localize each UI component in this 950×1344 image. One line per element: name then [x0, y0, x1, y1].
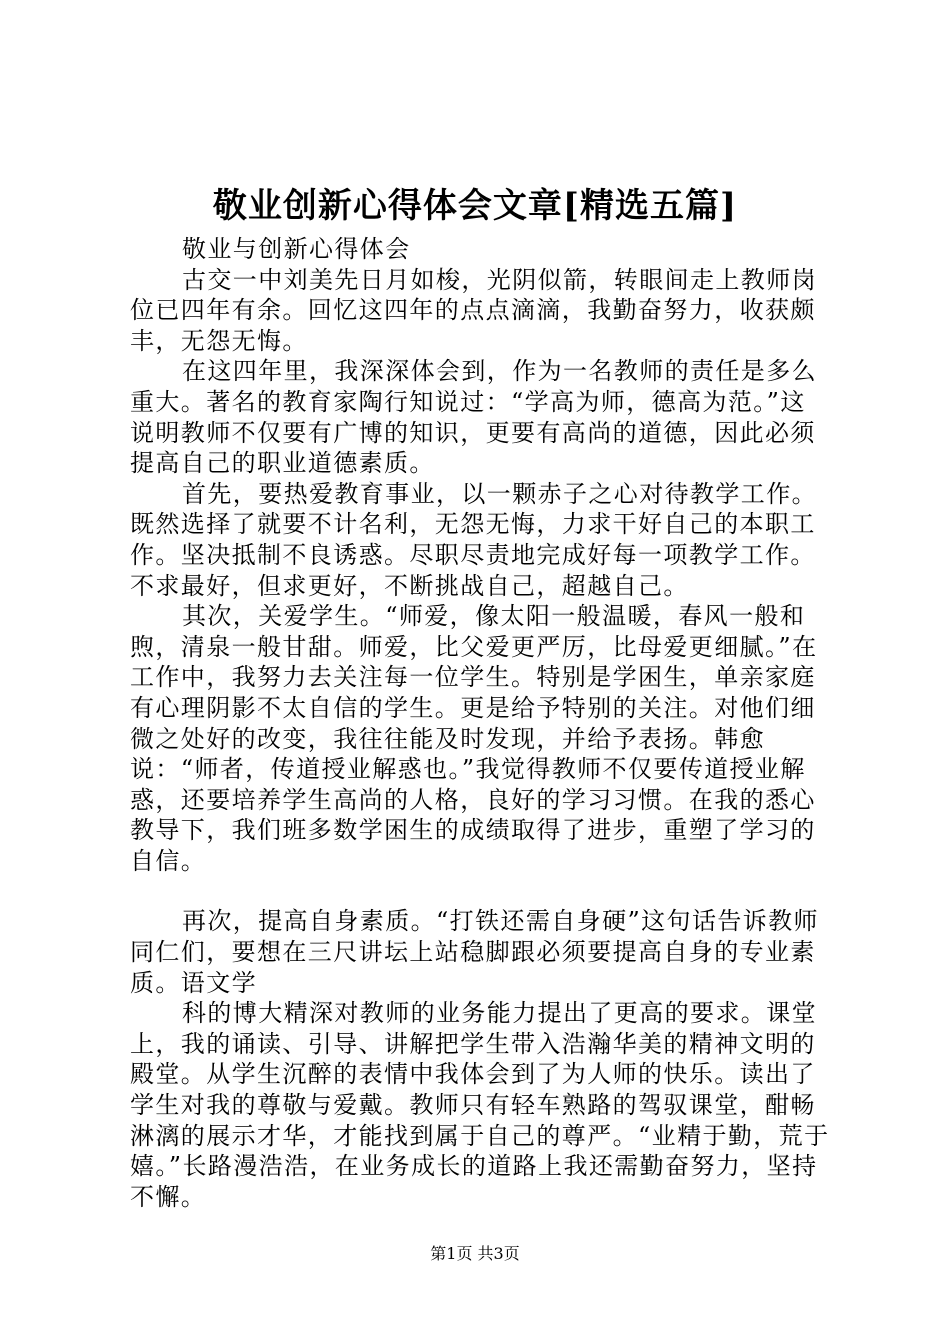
paragraph: 科的博大精深对教师的业务能力提出了更高的要求。课堂上，我的诵读、引导、讲解把学生带入浩瀚华美的精神文明的殿堂。从学生沉醉的表情中我体会到了为人师的快乐。读出了学生对我的尊敬与爱戴。教师只有轻车熟路的驾驭课堂，酣畅淋漓的展示才华，才能找到属于自己的尊严。“业精于勤，荒于嬉。”长路漫浩浩，在业务成长的道路上我还需勤奋努力，坚持不懈。 — [130, 999, 830, 1211]
document-title: 敬业创新心得体会文章[精选五篇] — [212, 186, 738, 226]
paragraph: 在这四年里，我深深体会到，作为一名教师的责任是多么重大。著名的教育家陶行知说过：“学高为师，德高为范。”这说明教师不仅要有广博的知识，更要有高尚的道德，因此必须提高自己的职业道德素质。 — [130, 357, 817, 478]
document-body — [130, 234, 830, 1212]
paragraph: 再次，提高自身素质。“打铁还需自身硬”这句话告诉教师同仁们，要想在三尺讲坛上站稳脚跟必须要提高自身的专业素质。语文学 — [130, 907, 819, 997]
paragraph: 古交一中刘美先日月如梭，光阴似箭，转眼间走上教师岗位已四年有余。回忆这四年的点点滴滴，我勤奋努力，收获颇丰，无怨无悔。 — [130, 265, 817, 355]
page-number-footer: 第1页 共3页 — [430, 1244, 520, 1263]
paragraph: 其次，关爱学生。“师爱，像太阳一般温暖，春风一般和煦，清泉一般甘甜。师爱，比父爱更严厉，比母爱更细腻。”在工作中，我努力去关注每一位学生。特别是学困生，单亲家庭有心理阴影不太自信的学生。更是给予特别的关注。对他们细微之处好的改变，我往往能及时发现，并给予表扬。韩愈说：“师者，传道授业解惑也。”我觉得教师不仅要传道授业解惑，还要培养学生高尚的人格，良好的学习习惯。在我的悉心教导下，我们班多数学困生的成绩取得了进步，重塑了学习的自信。 — [130, 602, 818, 875]
paragraph-subtitle: 敬业与创新心得体会 — [182, 235, 411, 263]
paragraph: 首先，要热爱教育事业，以一颗赤子之心对待教学工作。既然选择了就要不计名利，无怨无悔，力求干好自己的本职工作。坚决抵制不良诱惑。尽职尽责地完成好每一项教学工作。不求最好，但求更好，不断挑战自己，超越自己。 — [130, 479, 817, 600]
